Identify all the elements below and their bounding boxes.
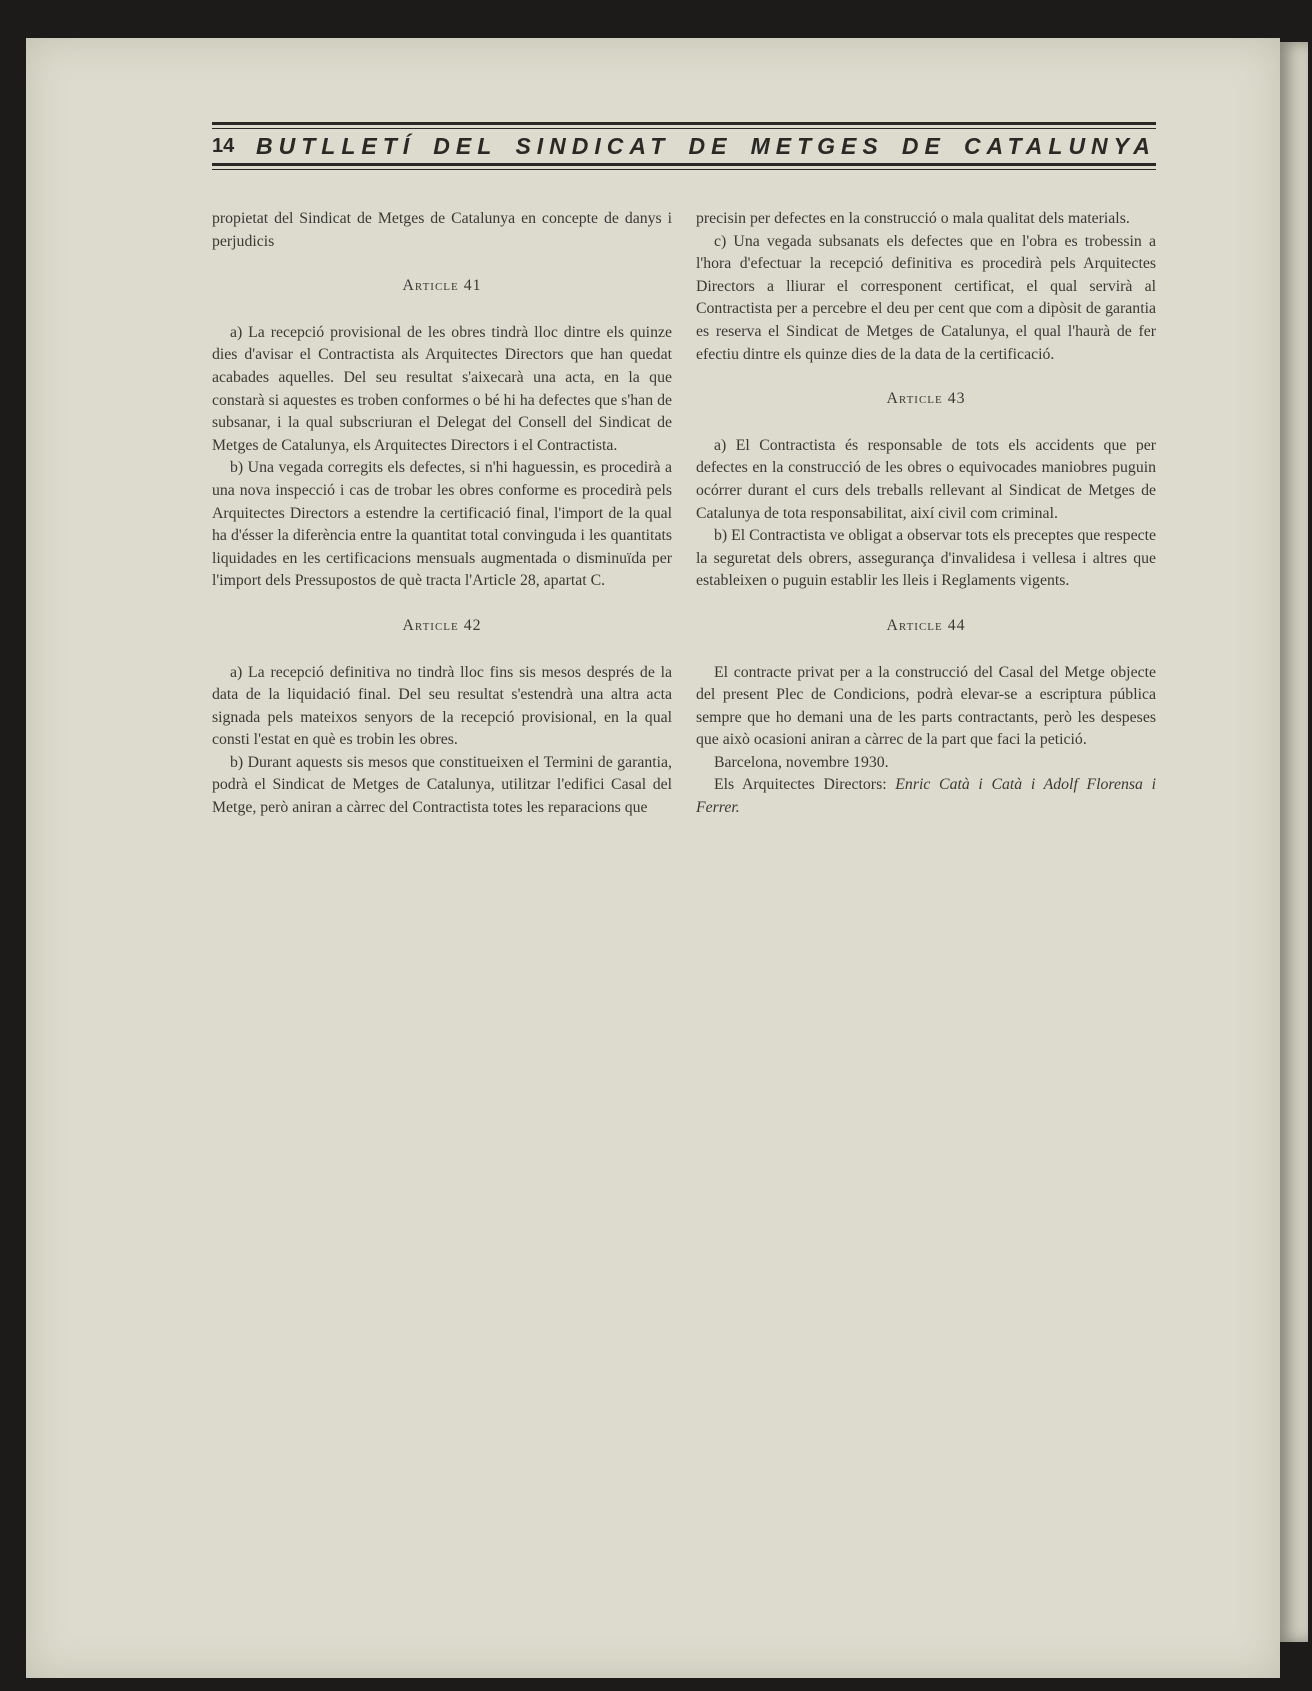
signature-names: Enric Catà i Catà i Adolf Florensa i Ferrer. xyxy=(696,776,1156,817)
date-line: Barcelona, novembre 1930. xyxy=(714,753,889,771)
page-number: 14 xyxy=(212,134,235,157)
title-word: BUTLLETÍ xyxy=(256,132,416,159)
title-word: DEL xyxy=(433,132,498,159)
paragraph: b) Una vegada corregits els defectes, si n'hi haguessin, es procedirà a una nova inspecció i cas de trobar les obres conforme es procedirà pels Arquitectes Directors a estendre la certificació final, l'import de la qual ha d'ésser la diferència entre la quantitat total convinguda i les quantitats liquidades en les certificacions mensuals augmentada o disminuïda per l'import dels Pressupostos de què tracta l'Article 28, apartat C. xyxy=(212,459,672,590)
paragraph: b) Durant aquests sis mesos que constitueixen el Termini de garantia, podrà el Sindicat de Metges de Catalunya, utilitzar l'edifici Casal del Metge, però aniran a càrrec del Contractista totes les reparacions que xyxy=(212,753,672,817)
title-word: DE xyxy=(901,132,946,159)
paragraph: b) El Contractista ve obligat a observar tots els preceptes que respecte la seguretat dels obrers, assegurança d'invalidesa i vellesa i altres que estableixen o puguin establir les lleis i Reglaments vigents. xyxy=(696,527,1156,590)
paragraph: a) La recepció definitiva no tindrà lloc fins sis mesos després de la data de la liquidació final. Del seu resultat s'estendrà una altra acta signada pels mateixos senyors de la recepció provisional, en la qual consti l'estat en què es trobin les obres. xyxy=(212,663,672,749)
paragraph: a) El Contractista és responsable de tots els accidents que per defectes en la construcció de les obres o equivocades maniobres puguin ocórrer durant el curs dels treballs rellevant al Sindicat de Metges de Catalunya de tota responsabilitat, així civil com criminal. xyxy=(696,436,1156,522)
title-word: SINDICAT xyxy=(515,132,671,159)
paragraph: precisin per defectes en la construcció o mala qualitat dels materials. xyxy=(696,210,1130,227)
journal-title xyxy=(256,133,1156,160)
paragraph: propietat del Sindicat de Metges de Catalunya en concepte de danys i perjudicis xyxy=(212,210,672,250)
left-column xyxy=(212,208,672,820)
title-word: METGES xyxy=(750,132,884,159)
header-rule-top xyxy=(212,122,1156,125)
page-header xyxy=(212,120,1156,172)
header-row xyxy=(212,132,1156,160)
article-41-heading: Article 41 xyxy=(402,277,482,295)
paragraph: El contracte privat per a la construcció del Casal del Metge objecte del present Plec de Condicions, podrà elevar-se a escriptura pública sempre que ho demani una de les parts contractants, però les despeses que això ocasioni aniran a càrrec de la part que faci la petició. xyxy=(696,663,1156,749)
paragraph: a) La recepció provisional de les obres tindrà lloc dintre els quinze dies d'avisar el Contractista als Arquitectes Directors que han quedat acabades aquelles. Del seu resultat s'aixecarà una acta, en la que constarà si aquestes es troben conformes o bé hi ha defectes que s'han de subsanar, i la qual subscriuran el Delegat del Consell del Sindicat de Metges de Catalunya, els Arquitectes Directors i el Contractista. xyxy=(212,323,672,454)
signature xyxy=(696,774,1156,819)
article-43-heading: Article 43 xyxy=(886,390,966,408)
title-word: DE xyxy=(688,132,733,159)
signature-label: Els Arquitectes Directors: xyxy=(714,776,887,794)
title-word: CATALUNYA xyxy=(963,132,1156,159)
article-44-heading: Article 44 xyxy=(886,616,966,634)
page-edge xyxy=(1280,42,1308,1642)
right-column xyxy=(696,208,1156,820)
article-42-heading: Article 42 xyxy=(402,616,482,634)
header-rule-bottom xyxy=(212,163,1156,166)
paragraph: c) Una vegada subsanats els defectes que en l'obra es trobessin a l'hora d'efectuar la recepció definitiva es procedirà pels Arquitectes Directors a lliurar el corresponent certificat, el qual servirà al Contractista per a percebre el deu per cent que com a dipòsit de garantia es reserva el Sindicat de Metges de Catalunya, el qual l'haurà de fer efectiu dintre els quinze dies de la data de la certificació. xyxy=(696,232,1156,363)
header-rule-top-thin xyxy=(212,128,1156,129)
header-rule-bottom-thin xyxy=(212,169,1156,170)
